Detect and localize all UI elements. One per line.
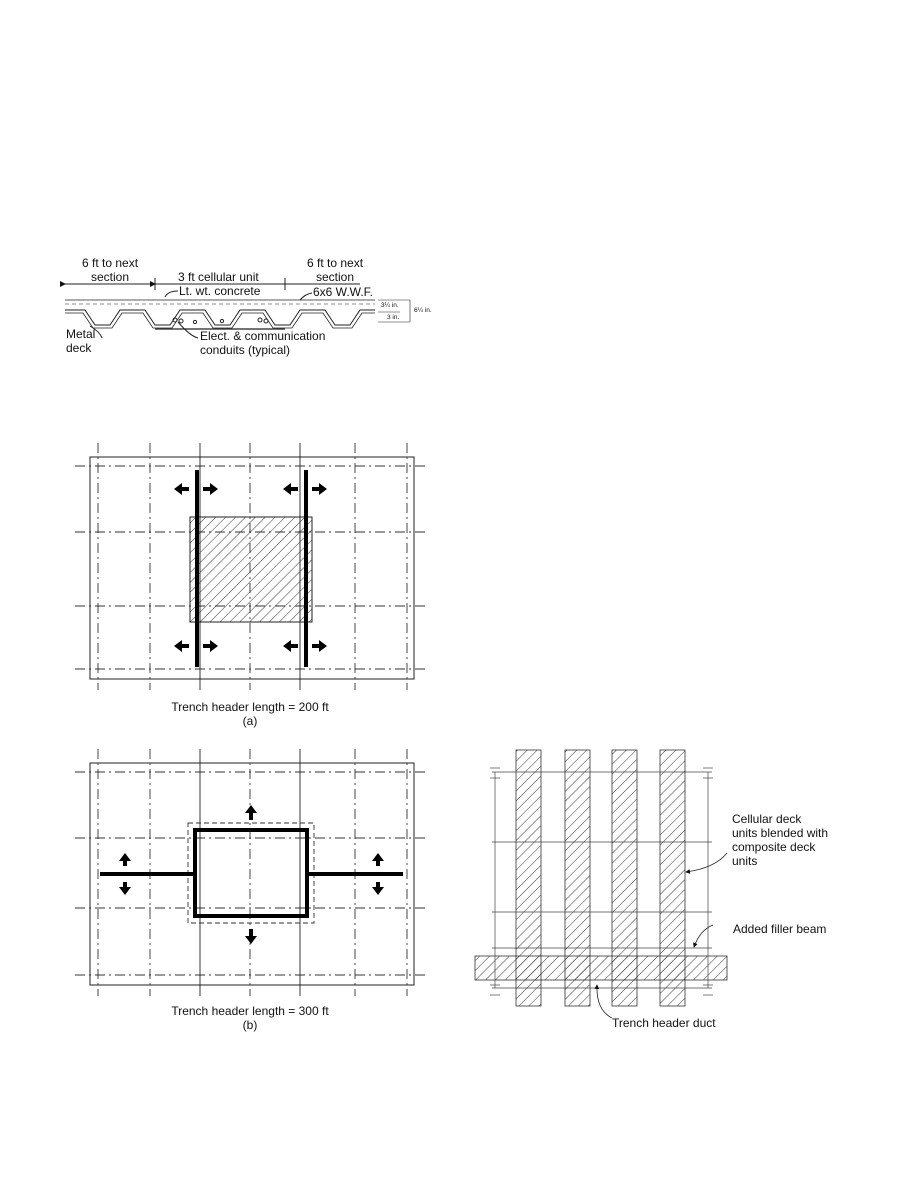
conduits-label: Elect. & communication conduits (typical) [200,329,326,357]
trench-duct-label: Trench header duct [612,1016,716,1030]
plan-a-caption [150,700,350,728]
trench-header-duct [475,956,727,980]
concrete-label: Lt. wt. concrete [179,284,261,298]
filler-beam-label: Added filler beam [733,922,827,936]
plan-c [475,750,727,1018]
right-span-label: 6 ft to next section [307,256,364,284]
plan-b-caption [150,1004,350,1032]
plan-a [75,443,428,690]
plan-a-caption-text: Trench header length = 200 ft [171,700,329,714]
metal-deck-label: Metal deck [66,327,96,355]
left-span-label: 6 ft to next section [82,256,139,284]
dim-bottom-label: 3 in. [387,314,400,321]
plan-b-caption-text: Trench header length = 300 ft [171,1004,329,1018]
plan-a-label: (a) [242,714,258,728]
cellular-units-label: Cellular deck units blended with composite deck units [732,812,829,868]
dim-top-label: 3¼ in. [381,302,399,309]
plan-b [75,749,428,996]
mesh-label: 6x6 W.W.F. [313,285,374,299]
center-span-label: 3 ft cellular unit [178,270,259,284]
dim-total-label: 6¼ in. [414,307,432,314]
plan-b-label: (b) [242,1018,258,1032]
hatched-area-a [190,517,312,622]
